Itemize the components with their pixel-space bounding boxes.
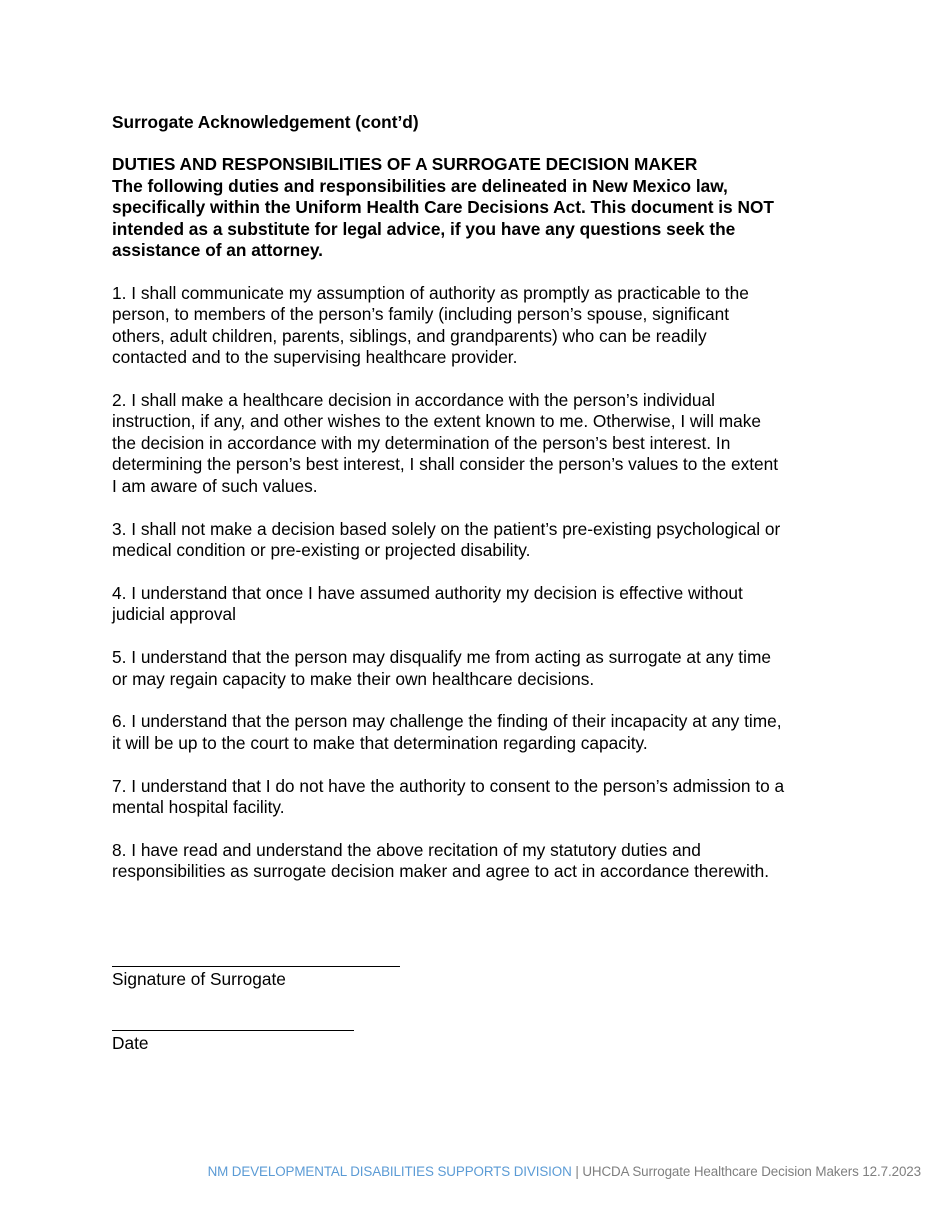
duty-line: contacted and to the supervising healthcare provider.	[112, 347, 518, 367]
duty-line: medical condition or pre-existing or projected disability.	[112, 540, 531, 560]
duty-line: 4. I understand that once I have assumed authority my decision is effective without	[112, 583, 743, 603]
duty-line: 8. I have read and understand the above recitation of my statutory duties and	[112, 840, 701, 860]
duty-line: it will be up to the court to make that determination regarding capacity.	[112, 733, 648, 753]
duty-line: 7. I understand that I do not have the authority to consent to the person’s admission to a	[112, 776, 785, 796]
duty-line: 3. I shall not make a decision based solely on the patient’s pre-existing psychological or	[112, 519, 781, 539]
duty-line: 5. I understand that the person may disqualify me from acting as surrogate at any time	[112, 647, 771, 667]
duty-line: 6. I understand that the person may challenge the finding of their incapacity at any time,	[112, 711, 782, 731]
section-heading: DUTIES AND RESPONSIBILITIES OF A SURROGATE DECISION MAKER	[112, 154, 698, 174]
continuation-title: Surrogate Acknowledgement (cont’d)	[112, 112, 419, 132]
footer-document-title: UHCDA Surrogate Healthcare Decision Makers 12.7.2023	[582, 1164, 921, 1179]
footer-separator: |	[575, 1164, 579, 1179]
page-footer	[208, 1164, 921, 1180]
duty-line: determining the person’s best interest, I shall consider the person’s values to the extent	[112, 454, 779, 474]
signature-label: Signature of Surrogate	[112, 969, 286, 989]
intro-line: specifically within the Uniform Health Care Decisions Act. This document is NOT	[112, 197, 774, 217]
intro-line: intended as a substitute for legal advice, if you have any questions seek the	[112, 219, 736, 239]
duty-line: 1. I shall communicate my assumption of authority as promptly as practicable to the	[112, 283, 749, 303]
duty-line: judicial approval	[112, 604, 236, 624]
date-label: Date	[112, 1033, 149, 1053]
intro-line: The following duties and responsibilities are delineated in New Mexico law,	[112, 176, 728, 196]
duty-line: I am aware of such values.	[112, 476, 318, 496]
duty-line: or may regain capacity to make their own healthcare decisions.	[112, 669, 595, 689]
duty-line: responsibilities as surrogate decision maker and agree to act in accordance therewith.	[112, 861, 770, 881]
signature-line[interactable]	[112, 966, 400, 967]
duty-line: instruction, if any, and other wishes to the extent known to me. Otherwise, I will make	[112, 411, 761, 431]
footer-organization: NM DEVELOPMENTAL DISABILITIES SUPPORTS DIVISION	[207, 1164, 572, 1179]
duty-line: mental hospital facility.	[112, 797, 285, 817]
intro-line: assistance of an attorney.	[112, 240, 323, 260]
duty-line: person, to members of the person’s family (including person’s spouse, significant	[112, 304, 730, 324]
duty-line: the decision in accordance with my determination of the person’s best interest. In	[112, 433, 731, 453]
duty-line: others, adult children, parents, siblings, and grandparents) who can be readily	[112, 326, 707, 346]
duty-line: 2. I shall make a healthcare decision in accordance with the person’s individual	[112, 390, 715, 410]
date-line[interactable]	[112, 1030, 354, 1031]
